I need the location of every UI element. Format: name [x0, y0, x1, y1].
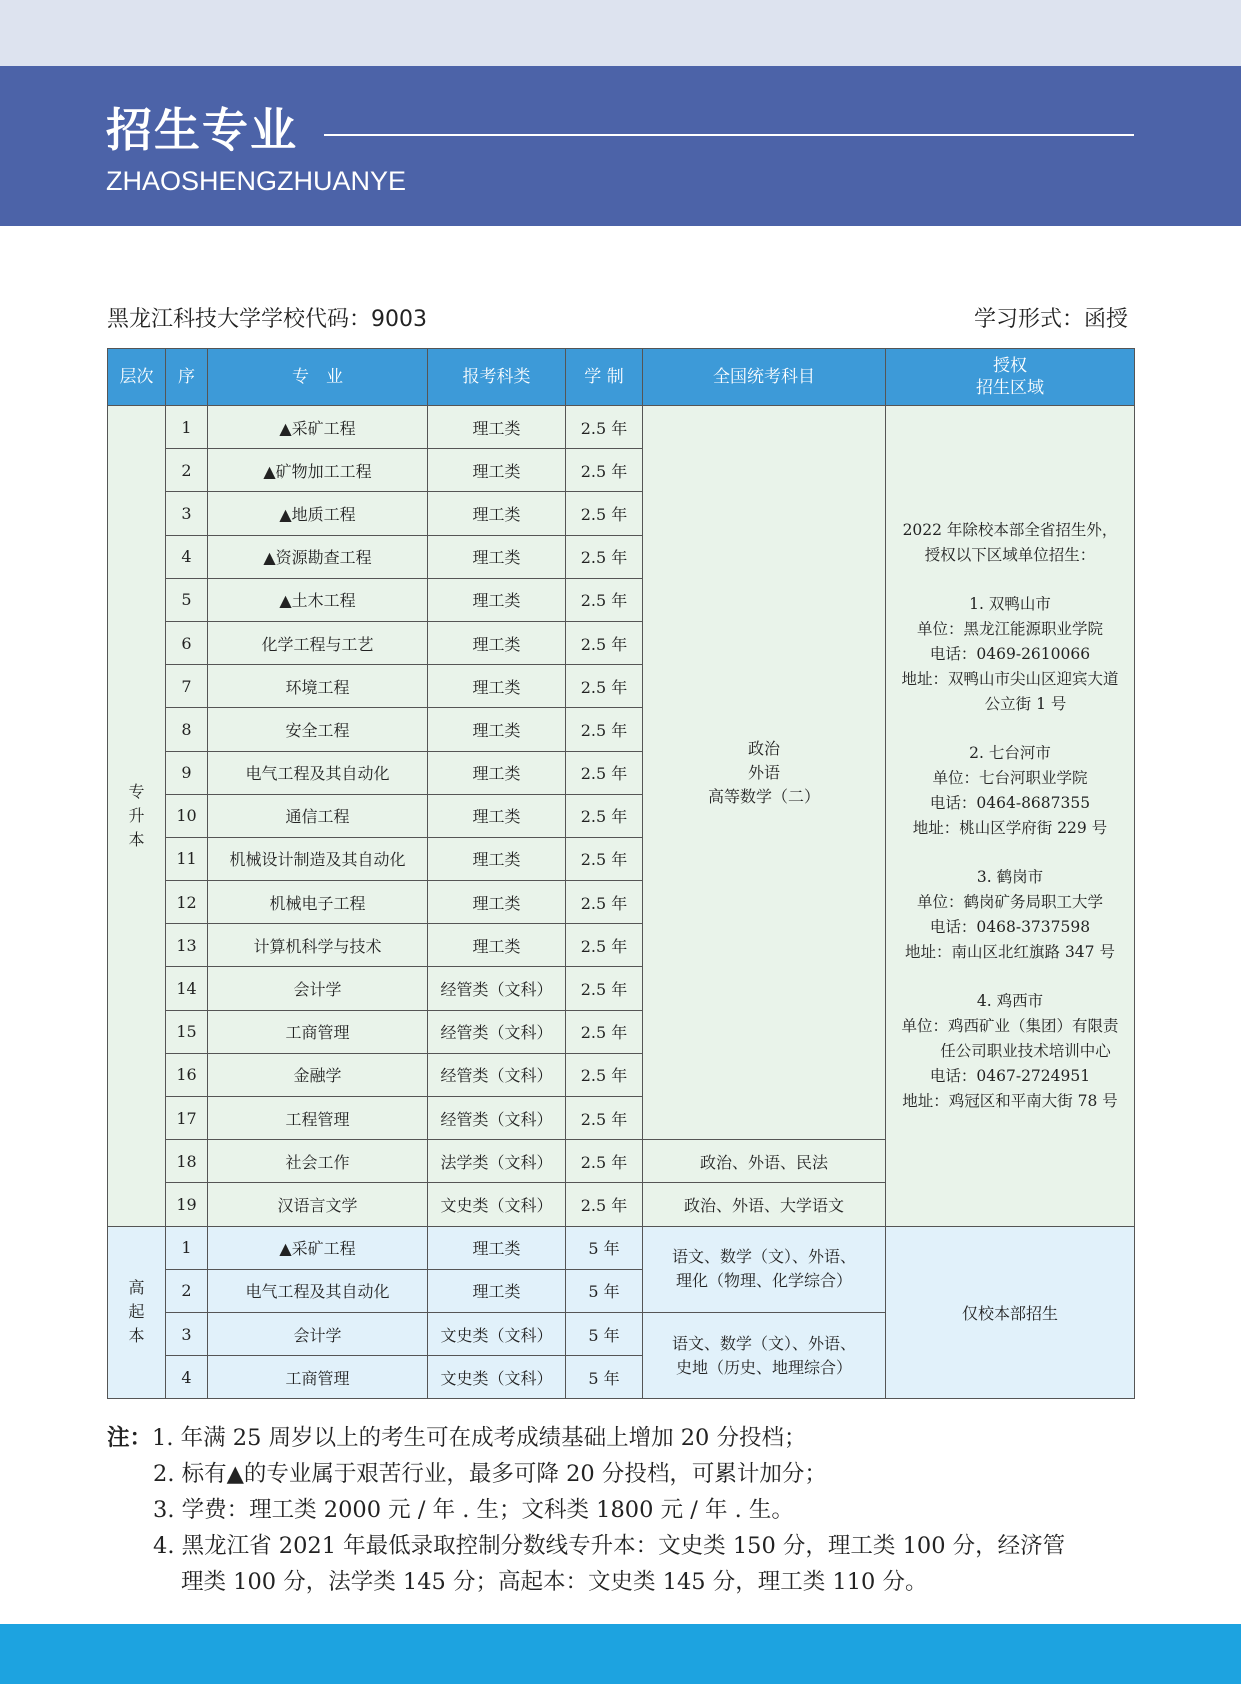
- seq-cell: 4: [166, 1356, 208, 1399]
- majors-table: [107, 348, 1135, 1399]
- region-intro-line: 授权以下区域单位招生：: [924, 545, 1096, 564]
- duration-cell: 2.5 年: [566, 794, 643, 837]
- note-text: 4. 黑龙江省 2021 年最低录取控制分数线专升本：文史类 150 分，理工类 100 分，经济管: [153, 1533, 1066, 1559]
- note-text: 2. 标有▲的专业属于艰苦行业，最多可降 20 分投档，可累计加分；: [153, 1461, 827, 1487]
- header-category: 报考科类: [428, 349, 566, 406]
- duration-cell: 2.5 年: [566, 1010, 643, 1053]
- seq-cell: 2: [166, 449, 208, 492]
- category-cell: 理工类: [428, 837, 566, 880]
- page-subtitle: ZHAOSHENGZHUANYE: [106, 166, 407, 196]
- duration-cell: 2.5 年: [566, 535, 643, 578]
- duration-cell: 2.5 年: [566, 1097, 643, 1140]
- major-cell: 计算机科学与技术: [208, 924, 428, 967]
- seq-cell: 5: [166, 578, 208, 621]
- category-cell: 理工类: [428, 1226, 566, 1269]
- note-item: [107, 1528, 1065, 1564]
- duration-cell: 2.5 年: [566, 708, 643, 751]
- category-cell: 理工类: [428, 621, 566, 664]
- exam-line: 史地（历史、地理综合）: [675, 1357, 852, 1377]
- category-cell: 理工类: [428, 1269, 566, 1312]
- note-item: [107, 1492, 1065, 1528]
- major-cell: 电气工程及其自动化: [208, 1269, 428, 1312]
- exam-cell: 政治、外语、大学语文: [643, 1183, 886, 1226]
- category-cell: 理工类: [428, 881, 566, 924]
- seq-cell: 1: [166, 1226, 208, 1269]
- major-cell: 通信工程: [208, 794, 428, 837]
- exam-line: 理化（物理、化学综合）: [675, 1271, 852, 1291]
- category-cell: 理工类: [428, 578, 566, 621]
- duration-cell: 2.5 年: [566, 1140, 643, 1183]
- header-seq: 序: [166, 349, 208, 406]
- region-intro-line: 2022 年除校本部全省招生外，: [902, 520, 1118, 539]
- seq-cell: 18: [166, 1140, 208, 1183]
- level-char: 本: [128, 1326, 145, 1346]
- region-gap: [886, 965, 1134, 989]
- table-row: [108, 1226, 1135, 1269]
- level-text: [129, 780, 145, 852]
- seq-cell: 6: [166, 621, 208, 664]
- table-header-row: [108, 349, 1135, 406]
- header-region-line: 授权: [993, 356, 1027, 376]
- category-cell: 法学类（文科）: [428, 1140, 566, 1183]
- exam-cell: [643, 406, 886, 1140]
- seq-cell: 8: [166, 708, 208, 751]
- category-cell: 理工类: [428, 708, 566, 751]
- exam-line: 外语: [747, 762, 780, 782]
- major-cell: 社会工作: [208, 1140, 428, 1183]
- duration-cell: 5 年: [566, 1356, 643, 1399]
- duration-cell: 5 年: [566, 1269, 643, 1312]
- region-address: 地址：南山区北红旗路 347 号: [905, 942, 1115, 961]
- group-gaoqiben: [108, 1226, 1135, 1399]
- category-cell: 经管类（文科）: [428, 1097, 566, 1140]
- header-level: 层次: [108, 349, 166, 406]
- note-item: [107, 1564, 1065, 1600]
- region-city: 4. 鸡西市: [976, 991, 1044, 1010]
- category-cell: 经管类（文科）: [428, 1010, 566, 1053]
- level-char: 专: [128, 781, 145, 801]
- seq-cell: 14: [166, 967, 208, 1010]
- region-phone: 电话：0467-2724951: [929, 1066, 1091, 1085]
- category-cell: 理工类: [428, 406, 566, 449]
- duration-cell: 2.5 年: [566, 1053, 643, 1096]
- note-text: 理类 100 分，法学类 145 分；高起本：文史类 145 分，理工类 110 分。: [181, 1569, 928, 1595]
- major-cell: 金融学: [208, 1053, 428, 1096]
- major-cell: 电气工程及其自动化: [208, 751, 428, 794]
- major-cell: ▲土木工程: [208, 578, 428, 621]
- seq-cell: 17: [166, 1097, 208, 1140]
- category-cell: 理工类: [428, 794, 566, 837]
- region-city: 3. 鹤岗市: [976, 867, 1044, 886]
- duration-cell: 5 年: [566, 1226, 643, 1269]
- header-duration: 学 制: [566, 349, 643, 406]
- level-char: 本: [128, 829, 145, 849]
- note-item: [107, 1420, 1065, 1456]
- region-gap: [886, 717, 1134, 741]
- note-text: 3. 学费：理工类 2000 元 / 年 . 生；文科类 1800 元 / 年 . 生。: [153, 1497, 794, 1523]
- category-cell: 经管类（文科）: [428, 1053, 566, 1096]
- seq-cell: 4: [166, 535, 208, 578]
- duration-cell: 2.5 年: [566, 751, 643, 794]
- level-char: 高: [128, 1278, 145, 1298]
- exam-cell: [643, 1226, 886, 1312]
- seq-cell: 2: [166, 1269, 208, 1312]
- major-cell: 工程管理: [208, 1097, 428, 1140]
- duration-cell: 2.5 年: [566, 1183, 643, 1226]
- duration-cell: 2.5 年: [566, 449, 643, 492]
- seq-cell: 11: [166, 837, 208, 880]
- table-row: [108, 406, 1135, 449]
- region-phone: 电话：0468-3737598: [929, 917, 1091, 936]
- level-cell: [108, 1226, 166, 1399]
- seq-cell: 19: [166, 1183, 208, 1226]
- duration-cell: 5 年: [566, 1312, 643, 1355]
- region-cell: 仅校本部招生: [886, 1226, 1135, 1399]
- region-unit: 单位：七台河职业学院: [932, 768, 1088, 787]
- region-city: 1. 双鸭山市: [969, 594, 1051, 613]
- category-cell: 文史类（文科）: [428, 1312, 566, 1355]
- major-cell: 工商管理: [208, 1356, 428, 1399]
- level-cell: [108, 406, 166, 1227]
- region-unit: 单位：黑龙江能源职业学院: [916, 619, 1103, 638]
- seq-cell: 7: [166, 665, 208, 708]
- major-cell: 会计学: [208, 967, 428, 1010]
- title-rule: [324, 134, 1134, 136]
- category-cell: 经管类（文科）: [428, 967, 566, 1010]
- school-code: 黑龙江科技大学学校代码：9003: [107, 307, 427, 332]
- region-unit: 单位：鹤岗矿务局职工大学: [916, 892, 1103, 911]
- major-cell: 环境工程: [208, 665, 428, 708]
- header-region: [886, 349, 1135, 406]
- region-address: 地址：桃山区学府街 229 号: [912, 818, 1108, 837]
- region-address: 地址：双鸭山市尖山区迎宾大道: [901, 669, 1119, 688]
- top-strip: [0, 0, 1241, 66]
- header-major: 专 业: [208, 349, 428, 406]
- study-mode: 学习形式：函授: [973, 307, 1128, 332]
- category-cell: 文史类（文科）: [428, 1183, 566, 1226]
- major-cell: 安全工程: [208, 708, 428, 751]
- region-city: 2. 七台河市: [969, 743, 1051, 762]
- major-cell: 机械设计制造及其自动化: [208, 837, 428, 880]
- region-gap: [886, 841, 1134, 865]
- notes: [107, 1420, 1065, 1600]
- seq-cell: 3: [166, 492, 208, 535]
- duration-cell: 2.5 年: [566, 967, 643, 1010]
- level-text: [129, 1276, 145, 1348]
- category-cell: 文史类（文科）: [428, 1356, 566, 1399]
- duration-cell: 2.5 年: [566, 924, 643, 967]
- major-cell: ▲资源勘查工程: [208, 535, 428, 578]
- major-cell: 会计学: [208, 1312, 428, 1355]
- region-address: 地址：鸡冠区和平南大街 78 号: [902, 1091, 1118, 1110]
- note-text: 1. 年满 25 周岁以上的考生可在成考成绩基础上增加 20 分投档；: [152, 1425, 807, 1451]
- region-phone: 电话：0469-2610066: [929, 644, 1091, 663]
- seq-cell: 9: [166, 751, 208, 794]
- group-zhuanshengben: [108, 406, 1135, 1227]
- category-cell: 理工类: [428, 924, 566, 967]
- exam-line: 政治: [747, 738, 780, 758]
- category-cell: 理工类: [428, 535, 566, 578]
- seq-cell: 1: [166, 406, 208, 449]
- region-phone: 电话：0464-8687355: [929, 793, 1091, 812]
- category-cell: 理工类: [428, 665, 566, 708]
- seq-cell: 13: [166, 924, 208, 967]
- seq-cell: 3: [166, 1312, 208, 1355]
- exam-cell: 政治、外语、民法: [643, 1140, 886, 1183]
- category-cell: 理工类: [428, 449, 566, 492]
- duration-cell: 2.5 年: [566, 492, 643, 535]
- region-unit: 单位：鸡西矿业（集团）有限责: [901, 1016, 1119, 1035]
- duration-cell: 2.5 年: [566, 881, 643, 924]
- duration-cell: 2.5 年: [566, 578, 643, 621]
- exam-line: 高等数学（二）: [707, 786, 820, 806]
- duration-cell: 2.5 年: [566, 621, 643, 664]
- level-char: 起: [128, 1302, 145, 1322]
- exam-cell: [643, 1312, 886, 1398]
- duration-cell: 2.5 年: [566, 406, 643, 449]
- header-region-line: 招生区域: [976, 378, 1044, 398]
- bottom-band: [0, 1624, 1241, 1684]
- duration-cell: 2.5 年: [566, 837, 643, 880]
- seq-cell: 10: [166, 794, 208, 837]
- major-cell: ▲矿物加工工程: [208, 449, 428, 492]
- region-gap: [886, 568, 1134, 592]
- region-cell: [886, 406, 1135, 1227]
- seq-cell: 15: [166, 1010, 208, 1053]
- category-cell: 理工类: [428, 492, 566, 535]
- major-cell: ▲采矿工程: [208, 1226, 428, 1269]
- category-cell: 理工类: [428, 751, 566, 794]
- duration-cell: 2.5 年: [566, 665, 643, 708]
- exam-line: 语文、数学（文）、外语、: [671, 1333, 856, 1353]
- header-exam: 全国统考科目: [643, 349, 886, 406]
- major-cell: 机械电子工程: [208, 881, 428, 924]
- major-cell: 工商管理: [208, 1010, 428, 1053]
- major-cell: ▲地质工程: [208, 492, 428, 535]
- seq-cell: 16: [166, 1053, 208, 1096]
- level-char: 升: [128, 805, 145, 825]
- exam-line: 语文、数学（文）、外语、: [671, 1247, 856, 1267]
- region-address-cont: 公立街 1 号: [953, 694, 1067, 713]
- major-cell: 汉语言文学: [208, 1183, 428, 1226]
- seq-cell: 12: [166, 881, 208, 924]
- major-cell: 化学工程与工艺: [208, 621, 428, 664]
- page-title: 招生专业: [106, 103, 298, 157]
- region-unit-cont: 任公司职业技术培训中心: [909, 1041, 1111, 1060]
- note-item: [107, 1456, 1065, 1492]
- major-cell: ▲采矿工程: [208, 406, 428, 449]
- notes-label: 注：: [107, 1425, 153, 1451]
